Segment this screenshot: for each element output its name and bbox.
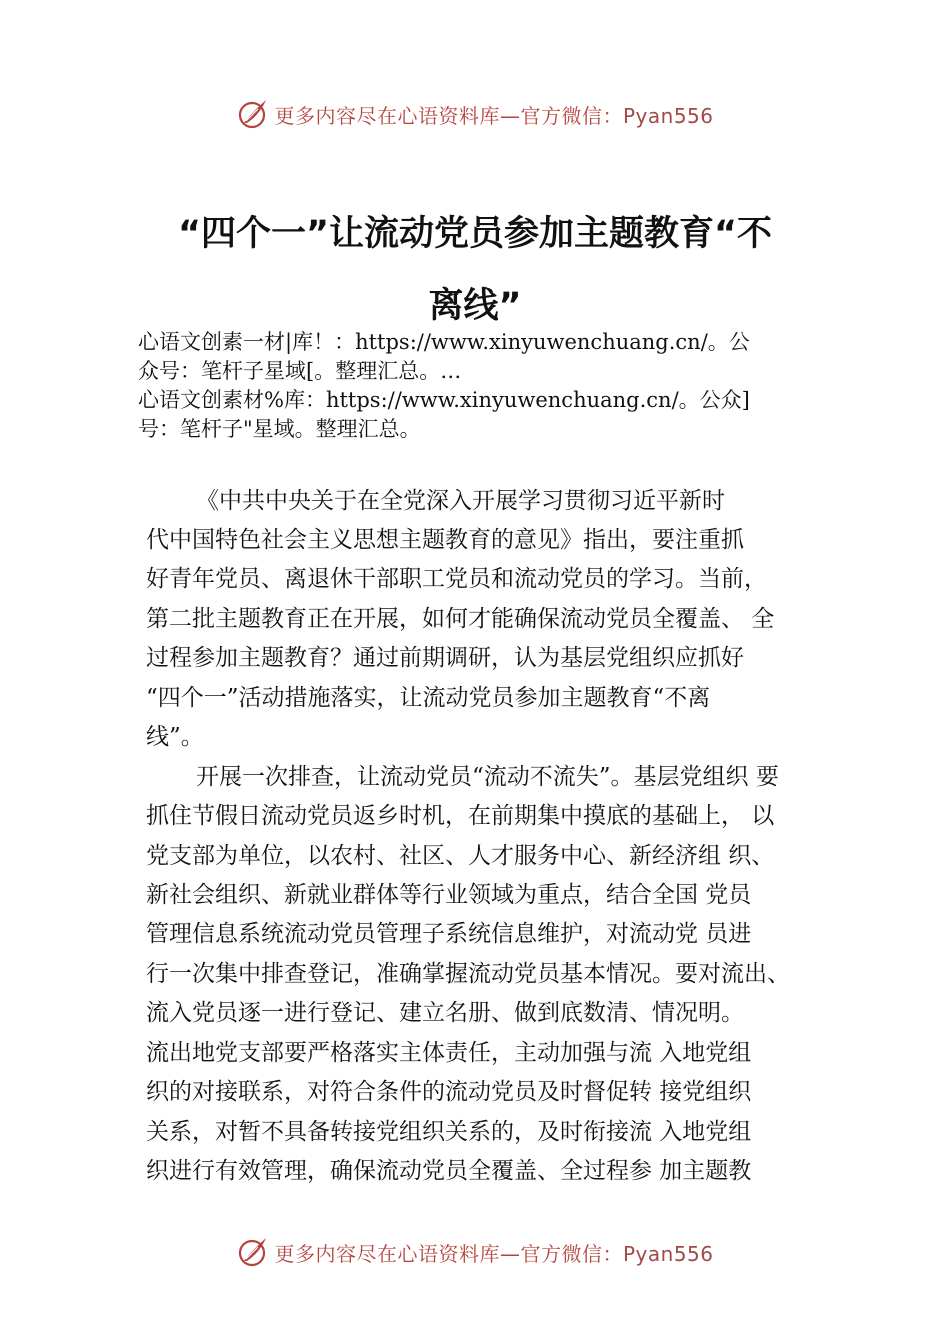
body-line: 第二批主题教育正在开展，如何才能确保流动党员全覆盖、 全 [146,606,775,632]
body-line: 关系，对暂不具备转接党组织关系的，及时衔接流 入地党组 [146,1119,752,1145]
wechat-id: Pyan556 [622,1241,714,1266]
source-note-line: 号：笔杆子"星域。整理汇总。 [138,417,421,441]
source-note-line: 心语文创素材%库：https://www.xinyuwenchuang.cn/。公众] [138,388,750,412]
quill-logo-icon [236,1235,270,1269]
document-title-line-1: “四个一”让流动党员参加主题教育“不 [177,214,772,254]
body-line: 流出地党支部要严格落实主体责任，主动加强与流 入地党组 [146,1040,752,1066]
source-note-line: 心语文创素一材|库！：https://www.xinyuwenchuang.cn/。公 [138,330,750,354]
banner-text: 更多内容尽在心语资料库—官方微信：Pyan556 [274,1241,714,1266]
body-line: 管理信息系统流动党员管理子系统信息维护，对流动党 员进 [146,921,752,947]
body-line: 代中国特色社会主义思想主题教育的意见》指出，要注重抓 [146,527,744,553]
body-line: 过程参加主题教育？通过前期调研，认为基层党组织应抓好 [146,645,744,671]
banner-text: 更多内容尽在心语资料库—官方微信：Pyan556 [274,103,714,128]
header-banner [0,94,950,134]
body-line: 抓住节假日流动党员返乡时机，在前期集中摸底的基础上， 以 [146,803,775,829]
source-note-line: 众号：笔杆子星域[。整理汇总。… [138,359,462,383]
document-title-line-2: 离线” [428,286,522,326]
body-line: 开展一次排查，让流动党员“流动不流失”。基层党组织 要 [196,764,779,790]
quill-logo-icon [236,97,270,131]
body-line: 党支部为单位，以农村、社区、人才服务中心、新经济组 织、 [146,843,775,869]
footer-banner [0,1232,950,1272]
body-line: 《中共中央关于在全党深入开展学习贯彻习近平新时 [196,488,725,514]
body-line: 行一次集中排查登记，准确掌握流动党员基本情况。要对流出、 [146,961,790,987]
body-line: 新社会组织、新就业群体等行业领域为重点，结合全国 党员 [146,882,752,908]
wechat-id: Pyan556 [622,103,714,128]
body-line: 织进行有效管理，确保流动党员全覆盖、全过程参 加主题教 [146,1158,752,1184]
body-line: 好青年党员、离退休干部职工党员和流动党员的学习。当前， [146,566,767,592]
body-line: “四个一”活动措施落实，让流动党员参加主题教育“不离 [146,685,711,711]
body-line: 流入党员逐一进行登记、建立名册、做到底数清、情况明。 [146,1000,744,1026]
body-line: 织的对接联系，对符合条件的流动党员及时督促转 接党组织 [146,1079,752,1105]
body-line: 线”。 [146,724,204,750]
